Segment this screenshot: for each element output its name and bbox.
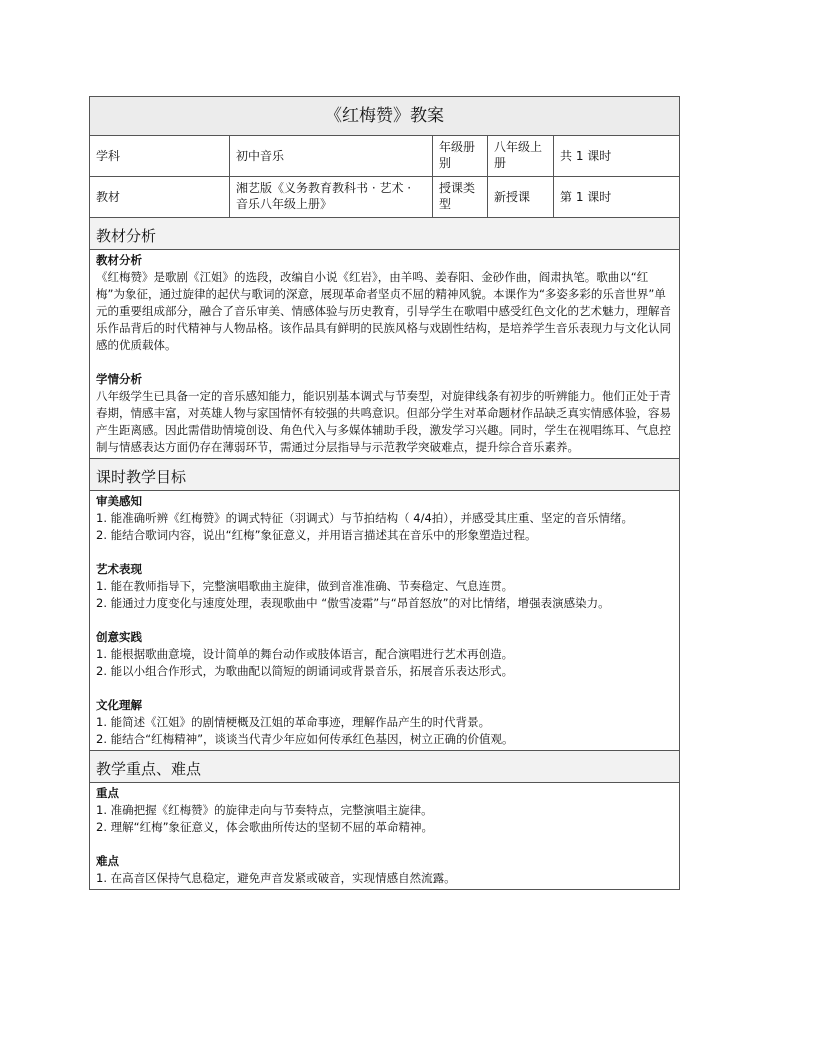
section-heading-teaching-goals: 课时教学目标 [90,459,680,491]
material-label: 教材 [90,177,230,218]
goal-artistic-expression [96,561,673,612]
goal-title: 审美感知 [96,494,142,508]
difficult-points [96,853,673,887]
key-points [96,785,673,836]
block-title: 学情分析 [96,372,142,386]
type-value: 新授课 [488,177,554,218]
material-value: 湘艺版《义务教育教科书 · 艺术 · 音乐八年级上册》 [230,177,433,218]
grade-value: 八年级上册 [488,136,554,177]
goal-item: 1. 能在教师指导下，完整演唱歌曲主旋律，做到音准准确、节奏稳定、气息连贯。 [96,579,514,593]
lesson-plan-document [89,96,679,890]
type-label: 授课类型 [433,177,488,218]
goal-item: 2. 能以小组合作形式，为歌曲配以简短的朗诵词或背景音乐，拓展音乐表达形式。 [96,664,514,678]
hours-value: 共 1 课时 [554,136,680,177]
block-title: 教材分析 [96,253,142,267]
subject-label: 学科 [90,136,230,177]
goal-creative-practice [96,629,673,680]
block-student-analysis [96,371,673,456]
block-paragraph: 《红梅赞》是歌剧《江姐》的选段，改编自小说《红岩》，由羊鸣、姜春阳、金砂作曲，阎肃执笔。歌曲以“红梅”为象征，通过旋律的起伏与歌词的深意，展现革命者坚贞不屈的精神风貌。本课作为“多姿多彩的乐音世界”单元的重要组成部分，融合了音乐审美、情感体验与历史教育，引导学生在歌唱中感受红色文化的艺术魅力，理解音乐作品背后的时代精神与人物品格。该作品具有鲜明的民族风格与戏剧性结构，是培养学生音乐表现力与文化认同感的优质载体。 [96,270,671,352]
goal-item: 2. 能结合歌词内容，说出“红梅”象征意义，并用语言描述其在音乐中的形象塑造过程。 [96,528,537,542]
difficult-point-item: 1. 在高音区保持气息稳定，避免声音发紧或破音，实现情感自然流露。 [96,871,456,885]
block-material-analysis [96,252,673,354]
info-row-material [90,177,680,218]
section-body-teaching-goals [90,491,680,751]
section-body-key-difficult-points [90,783,680,890]
goal-item: 2. 能结合“红梅精神”，谈谈当代青少年应如何传承红色基因，树立正确的价值观。 [96,732,514,746]
goal-item: 1. 能简述《江姐》的剧情梗概及江姐的革命事迹，理解作品产生的时代背景。 [96,715,491,729]
goal-aesthetic-perception [96,493,673,544]
goal-item: 1. 能准确听辨《红梅赞》的调式特征（羽调式）与节拍结构（ 4/4拍），并感受其庄重、坚定的音乐情绪。 [96,511,634,525]
info-row-subject [90,136,680,177]
block-paragraph: 八年级学生已具备一定的音乐感知能力，能识别基本调式与节奏型，对旋律线条有初步的听辨能力。他们正处于青春期，情感丰富，对英雄人物与家国情怀有较强的共鸣意识。但部分学生对革命题材作品缺乏真实情感体验，容易产生距离感。因此需借助情境创设、角色代入与多媒体辅助手段，激发学习兴趣。同时，学生在视唱练耳、气息控制与情感表达方面仍存在薄弱环节，需通过分层指导与示范教学突破难点，提升综合音乐素养。 [96,389,671,454]
section-heading-key-difficult-points: 教学重点、难点 [90,751,680,783]
goal-cultural-understanding [96,697,673,748]
period-value: 第 1 课时 [554,177,680,218]
subject-value: 初中音乐 [230,136,433,177]
document-title: 《红梅赞》教案 [90,97,680,136]
goal-item: 1. 能根据歌曲意境，设计简单的舞台动作或肢体语言，配合演唱进行艺术再创造。 [96,647,514,661]
goal-title: 文化理解 [96,698,142,712]
lesson-plan-table [89,96,680,890]
section-heading-material-analysis: 教材分析 [90,218,680,250]
key-points-title: 重点 [96,786,119,800]
goal-item: 2. 能通过力度变化与速度处理，表现歌曲中 “傲雪凌霜”与“昂首怒放”的对比情绪，增强表演感染力。 [96,596,610,610]
key-point-item: 2. 理解“红梅”象征意义，体会歌曲所传达的坚韧不屈的革命精神。 [96,820,434,834]
goal-title: 创意实践 [96,630,142,644]
key-point-item: 1. 准确把握《红梅赞》的旋律走向与节奏特点，完整演唱主旋律。 [96,803,433,817]
difficult-points-title: 难点 [96,854,119,868]
grade-label: 年级册别 [433,136,488,177]
goal-title: 艺术表现 [96,562,142,576]
section-body-material-analysis [90,250,680,459]
